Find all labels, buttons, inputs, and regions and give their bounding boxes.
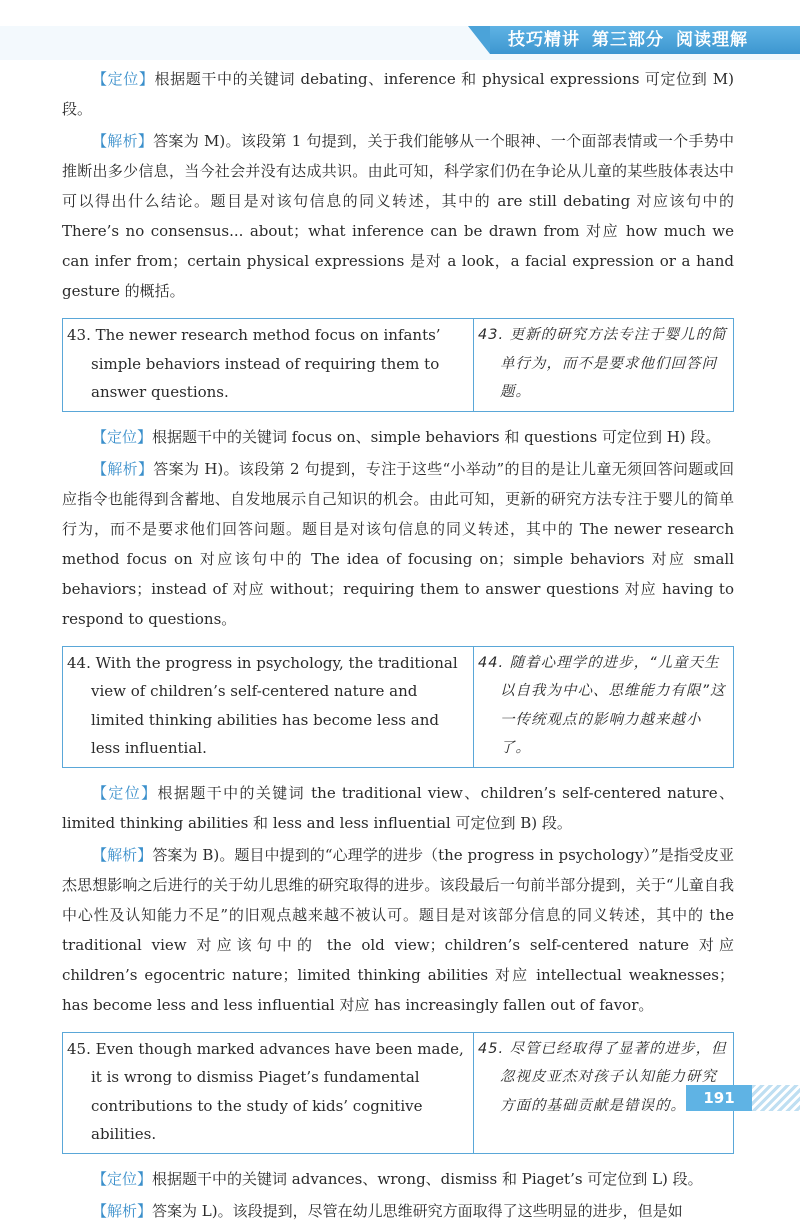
locate-tag: 【定位】 bbox=[92, 783, 158, 802]
header-part3: 阅读理解 bbox=[676, 30, 748, 50]
question-chinese: 43. 更新的研究方法专注于婴儿的简单行为，而不是要求他们回答问题。 bbox=[474, 319, 734, 412]
question-table bbox=[62, 1032, 734, 1154]
page-number: 191 bbox=[686, 1085, 752, 1111]
locate-paragraph bbox=[62, 64, 734, 124]
locate-text: 根据题干中的关键词 debating、inference 和 physical expressions 可定位到 M) 段。 bbox=[62, 70, 734, 118]
locate-tag: 【定位】 bbox=[92, 1169, 153, 1188]
analysis-paragraph bbox=[62, 454, 734, 634]
question-english: 45. Even though marked advances have been made, it is wrong to dismiss Piaget’s fundamental contributions to the study of kids’ cognitive abilities. bbox=[63, 1032, 474, 1153]
question-english: 44. With the progress in psychology, the traditional view of children’s self-centered nature and limited thinking abilities has become less and less influential. bbox=[63, 646, 474, 767]
analysis-text: 答案为 M)。该段第 1 句提到，关于我们能够从一个眼神、一个面部表情或一个手势中推断出多少信息，当今社会并没有达成共识。由此可知，科学家们仍在争论从儿童的某些肢体表达中可以得出什么结论。题目是对该句信息的同义转述，其中的 are still debating 对应该句中的 There’s no consensus... about；what inference can be drawn from 对应 how much we can infer from；certain physical expressions 是对 a look，a facial expression or a hand gesture 的概括。 bbox=[62, 132, 734, 300]
question-english: 43. The newer research method focus on infants’ simple behaviors instead of requiring them to answer questions. bbox=[63, 319, 474, 412]
question-chinese: 45. 尽管已经取得了显著的进步，但忽视皮亚杰对孩子认知能力研究方面的基础贡献是错误的。 bbox=[474, 1032, 734, 1153]
analysis-paragraph bbox=[62, 126, 734, 306]
locate-paragraph bbox=[62, 1164, 734, 1194]
section-header bbox=[490, 26, 800, 54]
question-chinese: 44. 随着心理学的进步，“儿童天生以自我为中心、思维能力有限”这一传统观点的影响力越来越小了。 bbox=[474, 646, 734, 767]
analysis-tag: 【解析】 bbox=[92, 845, 153, 864]
analysis-text: 答案为 L)。该段提到，尽管在幼儿思维研究方面取得了这些明显的进步，但是如 bbox=[152, 1201, 683, 1220]
header-part1: 技巧精讲 bbox=[508, 30, 580, 50]
question-table bbox=[62, 318, 734, 412]
page-content bbox=[62, 64, 734, 1228]
analysis-tag: 【解析】 bbox=[92, 132, 154, 150]
locate-tag: 【定位】 bbox=[92, 70, 155, 88]
locate-paragraph bbox=[62, 778, 734, 838]
page-number-decoration bbox=[752, 1085, 800, 1111]
locate-tag: 【定位】 bbox=[92, 427, 153, 446]
analysis-tag: 【解析】 bbox=[92, 459, 154, 478]
locate-text: 根据题干中的关键词 the traditional view、children’s self-centered nature、limited thinking abilities 和 less and less influential 可定位到 B) 段。 bbox=[62, 783, 734, 832]
analysis-tag: 【解析】 bbox=[92, 1201, 153, 1220]
analysis-paragraph bbox=[62, 1196, 734, 1226]
header-bar bbox=[0, 26, 800, 60]
analysis-text: 答案为 B)。题目中提到的“心理学的进步（the progress in psychology）”是指受皮亚杰思想影响之后进行的关于幼儿思维的研究取得的进步。该段最后一句前半部分提到，关于“儿童自我中心性及认知能力不足”的旧观点越来越不被认可。题目是对该部分信息的同义转述，其中的 the traditional view 对应该句中的 the old view；children’s self-centered nature 对应 children’s egocentric nature；limited thinking abilities 对应 intellectual weaknesses；has become less and less influential 对应 has increasingly fallen out of favor。 bbox=[62, 845, 734, 1014]
locate-text: 根据题干中的关键词 focus on、simple behaviors 和 questions 可定位到 H) 段。 bbox=[152, 427, 721, 446]
locate-paragraph bbox=[62, 422, 734, 452]
question-table bbox=[62, 646, 734, 768]
header-part2: 第三部分 bbox=[592, 30, 664, 50]
analysis-paragraph bbox=[62, 840, 734, 1020]
locate-text: 根据题干中的关键词 advances、wrong、dismiss 和 Piaget’s 可定位到 L) 段。 bbox=[152, 1169, 703, 1188]
analysis-text: 答案为 H)。该段第 2 句提到，专注于这些“小举动”的目的是让儿童无须回答问题或回应指令也能得到含蓄地、自发地展示自己知识的机会。由此可知，更新的研究方法专注于婴儿的简单行为，而不是要求他们回答问题。题目是对该句信息的同义转述，其中的 The newer research method focus on 对应该句中的 The idea of focusing on；simple behaviors 对应 small behaviors；instead of 对应 without；requiring them to answer questions 对应 having to respond to questions。 bbox=[62, 459, 734, 628]
